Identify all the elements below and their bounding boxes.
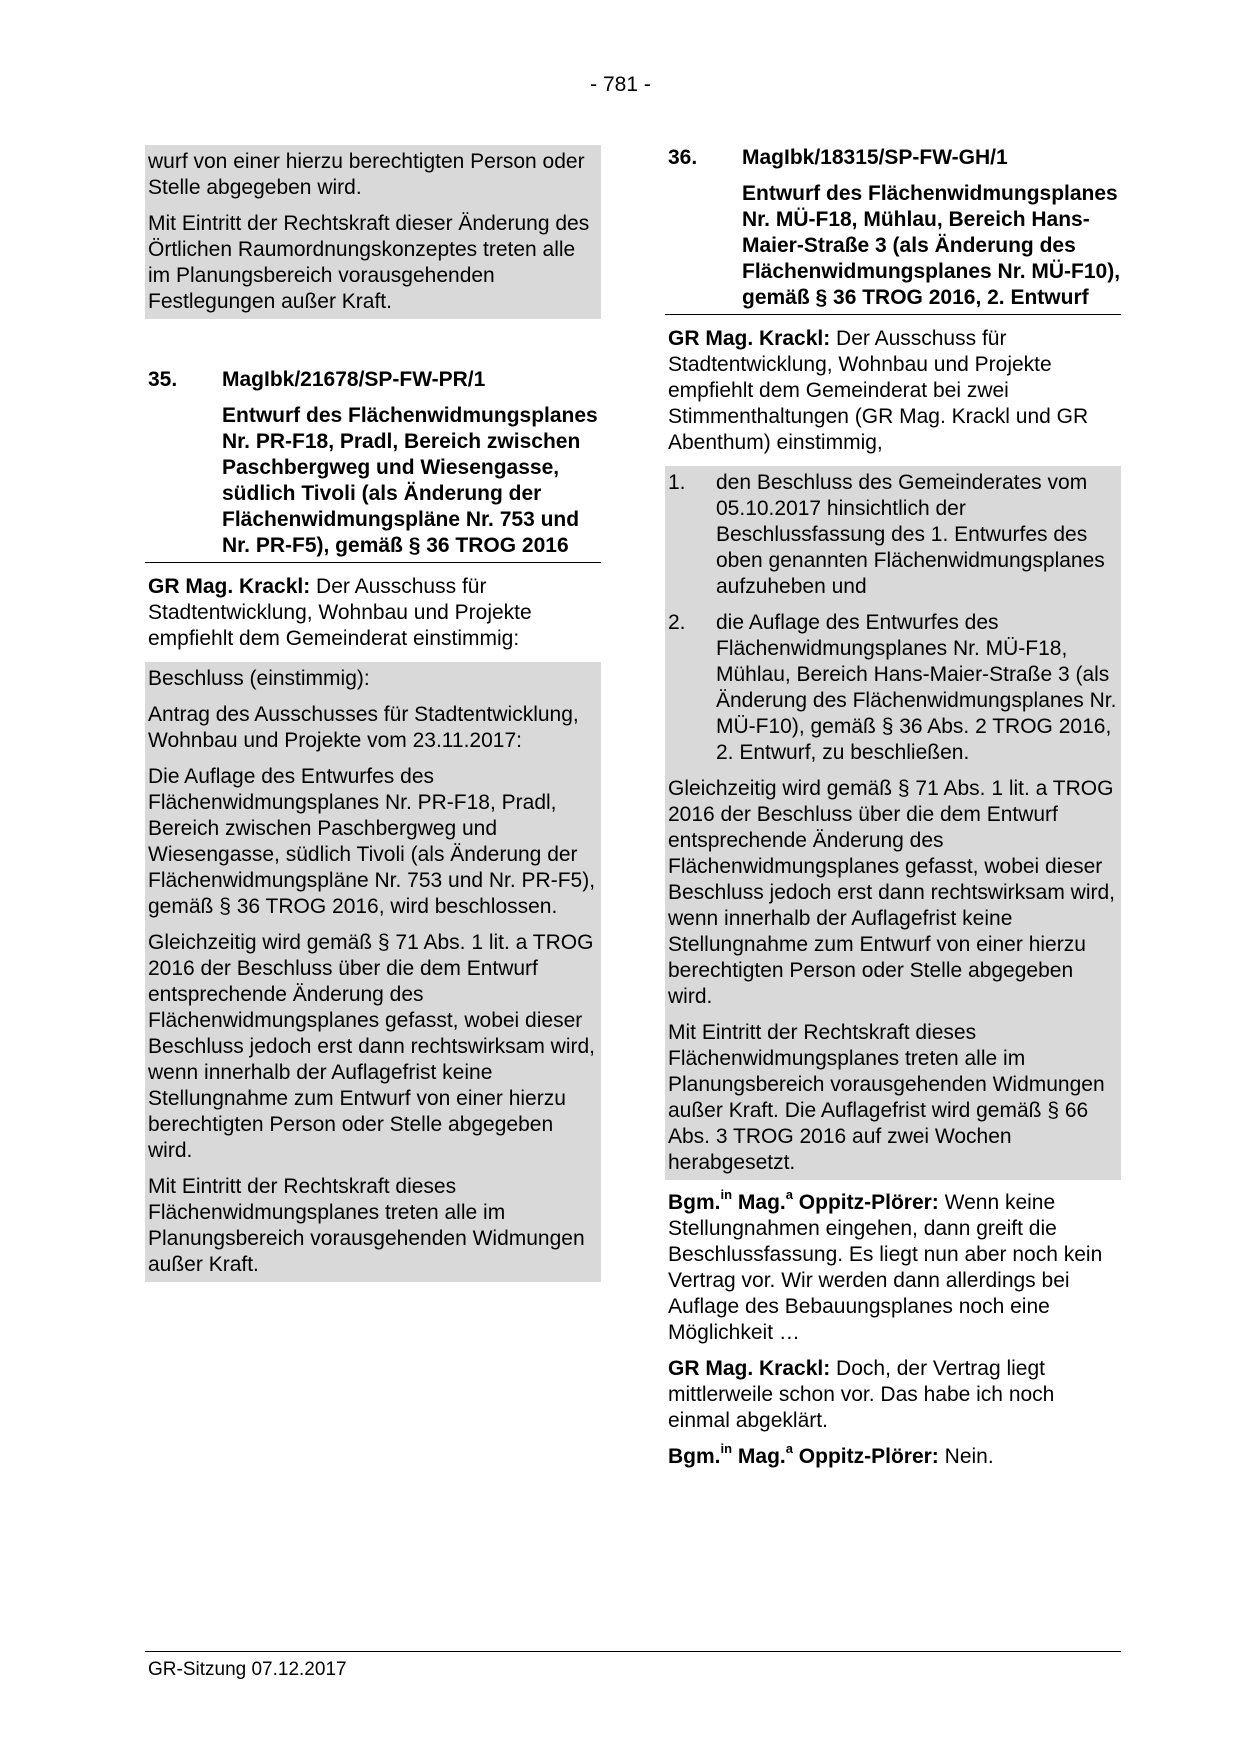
speaker-name: GR Mag. Krackl:	[148, 575, 311, 598]
item-title-block	[145, 403, 601, 563]
resolution-paragraph: Antrag des Ausschusses für Stadtentwicklung, Wohnbau und Projekte vom 23.11.2017:	[148, 703, 579, 752]
item-number: 36.	[668, 146, 698, 169]
speaker-name: GR Mag. Krackl:	[668, 1357, 831, 1380]
resolution-paragraph: Gleichzeitig wird gemäß § 71 Abs. 1 lit. a TROG 2016 der Beschluss über die dem Entwurf entsprechende Änderung des Flächenwidmungsplanes gefasst, wobei dieser Beschluss jedoch erst dann rechtswirksam wird, wenn innerhalb der Auflagefrist keine Stellungnahme zum Entwurf von einer hierzu berechtigten Person oder Stelle abgegeben wird.	[148, 931, 596, 1162]
speaker-name: GR Mag. Krackl:	[668, 327, 831, 350]
item-code: MagIbk/21678/SP-FW-PR/1	[222, 368, 486, 391]
speaker-paragraph	[665, 1187, 1121, 1346]
speaker-name	[668, 1187, 939, 1214]
footer-divider	[145, 1651, 1121, 1652]
list-item-number: 2.	[668, 611, 686, 634]
speaker-paragraph	[665, 1441, 1121, 1470]
speaker-name	[668, 1441, 939, 1468]
carryover-resolution-box	[145, 145, 601, 319]
speaker-surname: Oppitz-Plörer:	[792, 1445, 939, 1468]
motion-list-box	[665, 466, 1121, 1180]
list-item	[668, 610, 1117, 766]
list-item	[668, 470, 1117, 600]
motion-list	[668, 470, 1117, 766]
list-item-text: den Beschluss des Gemeinderates vom 05.10.2017 hinsichtlich der Beschlussfassung des 1. Entwurfes des oben genannten Flächenwidmungsplanes aufzuheben und	[716, 471, 1105, 598]
speaker-title-superscript: in	[720, 1441, 733, 1456]
resolution-paragraph: Gleichzeitig wird gemäß § 71 Abs. 1 lit. a TROG 2016 der Beschluss über die dem Entwurf entsprechende Änderung des Flächenwidmungsplanes gefasst, wobei dieser Beschluss jedoch erst dann rechtswirksam wird, wenn innerhalb der Auflagefrist keine Stellungnahme zum Entwurf von einer hierzu berechtigten Person oder Stelle abgegeben wird.	[668, 777, 1116, 1008]
resolution-paragraph: Die Auflage des Entwurfes des Flächenwidmungsplanes Nr. PR-F18, Pradl, Bereich zwischen Paschbergweg und Wiesengasse, südlich Tivoli (als Änderung der Flächenwidmungspläne Nr. 753 und Nr. PR-F5), gemäß § 36 TROG 2016, wird beschlossen.	[148, 765, 596, 918]
item-code: MagIbk/18315/SP-FW-GH/1	[742, 146, 1008, 169]
speaker-text: Der Ausschuss für Stadtentwicklung, Wohnbau und Projekte empfiehlt dem Gemeinderat einstimmig:	[148, 575, 532, 650]
right-column	[665, 145, 1121, 1470]
speaker-title-superscript: a	[785, 1441, 793, 1456]
resolution-paragraph: Mit Eintritt der Rechtskraft dieses Flächenwidmungsplanes treten alle im Planungsbereich vorausgehenden Widmungen außer Kraft.	[148, 1175, 585, 1276]
speaker-title: Mag.	[732, 1191, 786, 1214]
agenda-item-36	[665, 145, 1121, 1470]
agenda-item-35	[145, 367, 601, 1282]
resolution-paragraph: Beschluss (einstimmig):	[148, 667, 370, 690]
speaker-title: Mag.	[732, 1445, 786, 1468]
item-title: Entwurf des Flächenwidmungsplanes Nr. PR-F18, Pradl, Bereich zwischen Paschbergweg und Wiesengasse, südlich Tivoli (als Änderung der Flächenwidmungspläne Nr. 753 und Nr. PR-F5), gemäß § 36 TROG 2016	[222, 404, 598, 557]
speaker-paragraph	[145, 574, 601, 652]
speaker-paragraph	[665, 1356, 1121, 1434]
speaker-title-superscript: in	[720, 1187, 733, 1202]
speaker-title: Bgm.	[668, 1445, 721, 1468]
list-item-text: die Auflage des Entwurfes des Flächenwidmungsplanes Nr. MÜ-F18, Mühlau, Bereich Hans-Maier-Straße 3 (als Änderung des Flächenwidmungsplanes Nr. MÜ-F10), gemäß § 36 Abs. 2 TROG 2016, 2. Entwurf, zu beschließen.	[716, 611, 1117, 764]
speaker-text: Doch, der Vertrag liegt mittlerweile schon vor. Das habe ich noch einmal abgeklärt.	[668, 1357, 1055, 1432]
item-title: Entwurf des Flächenwidmungsplanes Nr. MÜ-F18, Mühlau, Bereich Hans-Maier-Straße 3 (als Änderung des Flächenwidmungsplanes Nr. MÜ-F10), gemäß § 36 TROG 2016, 2. Entwurf	[742, 182, 1121, 309]
speaker-text: Wenn keine Stellungnahmen eingehen, dann greift die Beschlussfassung. Es liegt nun aber noch kein Vertrag vor. Wir werden dann allerdings bei Auflage des Bebauungsplanes noch eine Möglichkeit …	[668, 1191, 1103, 1344]
speaker-title-superscript: a	[785, 1187, 793, 1202]
carryover-paragraph: wurf von einer hierzu berechtigten Person oder Stelle abgegeben wird.	[148, 150, 585, 199]
speaker-title: Bgm.	[668, 1191, 721, 1214]
page-number: - 781 -	[590, 73, 651, 96]
item-number: 35.	[148, 368, 178, 391]
resolution-box	[145, 662, 601, 1282]
resolution-paragraph: Mit Eintritt der Rechtskraft dieses Flächenwidmungsplanes treten alle im Planungsbereich vorausgehenden Widmungen außer Kraft. Die Auflagefrist wird gemäß § 66 Abs. 3 TROG 2016 auf zwei Wochen herabgesetzt.	[668, 1021, 1105, 1174]
item-heading	[145, 367, 601, 393]
item-heading	[665, 145, 1121, 171]
speaker-paragraph	[665, 326, 1121, 456]
speaker-surname: Oppitz-Plörer:	[792, 1191, 939, 1214]
carryover-paragraph: Mit Eintritt der Rechtskraft dieser Änderung des Örtlichen Raumordnungskonzeptes treten alle im Planungsbereich vorausgehenden Festlegungen außer Kraft.	[148, 212, 590, 313]
speaker-text: Der Ausschuss für Stadtentwicklung, Wohnbau und Projekte empfiehlt dem Gemeinderat bei zwei Stimmenthaltungen (GR Mag. Krackl und GR Abenthum) einstimmig,	[668, 327, 1089, 454]
left-column	[145, 145, 601, 1282]
list-item-number: 1.	[668, 471, 686, 494]
item-title-block	[665, 181, 1121, 315]
speaker-text: Nein.	[938, 1445, 994, 1468]
footer-text: GR-Sitzung 07.12.2017	[148, 1659, 347, 1680]
